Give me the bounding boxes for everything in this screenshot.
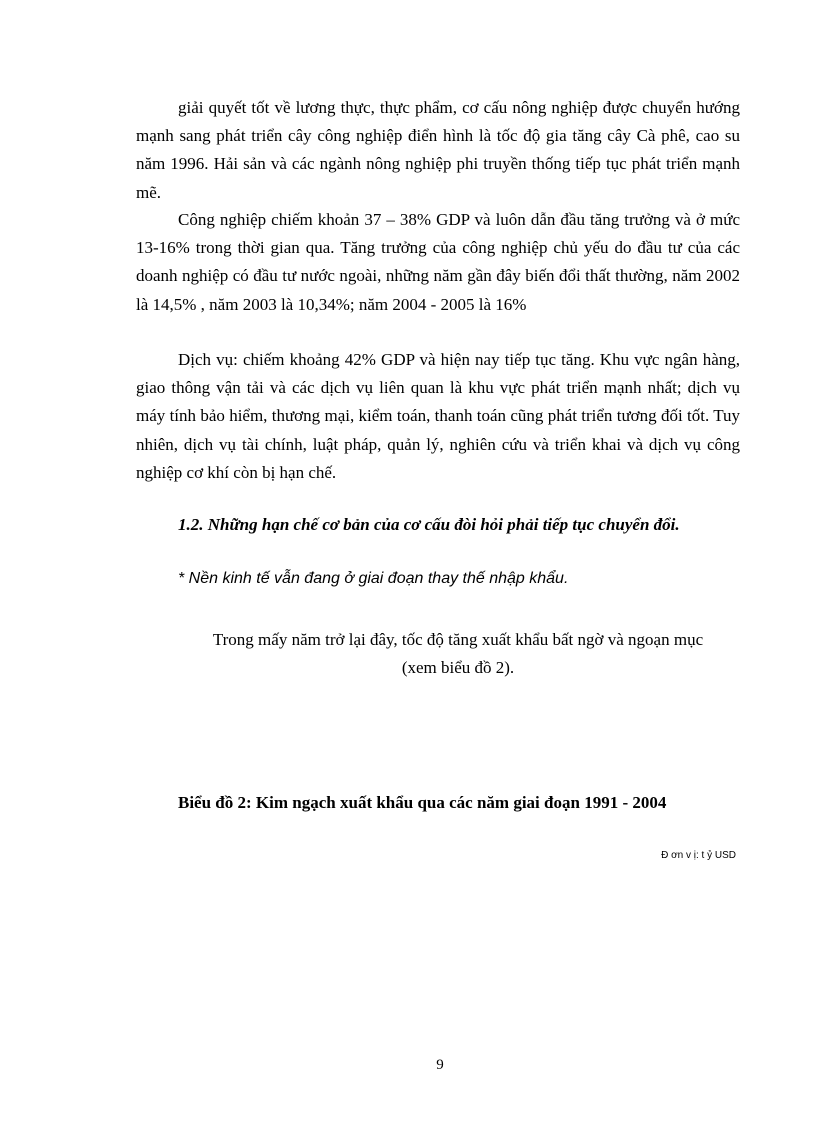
paragraph-agriculture: giải quyết tốt về lương thực, thực phẩm, cơ cấu nông nghiệp được chuyển hướng mạnh sang phát triển cây công nghiệp điển hình là tốc độ gia tăng cây Cà phê, cao su năm 1996. Hải sản và các ngành nông nghiệp phi truyền thống tiếp tục phát triển mạnh mẽ. (136, 98, 740, 202)
unit-label: Đ ơn v ị: t ỷ USD (661, 850, 736, 861)
section-heading: 1.2. Những hạn chế cơ bản của cơ cấu đòi hỏi phải tiếp tục chuyển đổi. (178, 515, 680, 534)
export-growth-note (136, 626, 780, 682)
paragraph-services: Dịch vụ: chiếm khoảng 42% GDP và hiện nay tiếp tục tăng. Khu vực ngân hàng, giao thông vận tải và các dịch vụ liên quan là khu vực phát triển mạnh nhất; dịch vụ máy tính bảo hiểm, thương mại, kiểm toán, thanh toán cũng phát triển tương đối tốt. Tuy nhiên, dịch vụ tài chính, luật pháp, quản lý, nghiên cứu và triển khai và dịch vụ công nghiệp cơ khí còn bị hạn chế. (136, 350, 740, 482)
export-growth-line-2: (xem biểu đồ 2). (401, 658, 515, 677)
export-growth-line-1: Trong mấy năm trở lại đây, tốc độ tăng xuất khẩu bất ngờ và ngoạn mục (212, 630, 704, 649)
subheading-import-substitution: * Nền kinh tế vẫn đang ở giai đoạn thay thế nhập khẩu. (178, 570, 569, 587)
page-number: 9 (436, 1057, 444, 1073)
paragraph-industry: Công nghiệp chiếm khoản 37 – 38% GDP và luôn dẫn đầu tăng trưởng và ở mức 13-16% trong thời gian qua. Tăng trưởng của công nghiệp chủ yếu do đầu tư của các doanh nghiệp có đầu tư nước ngoài, những năm gần đây biến đổi thất thường, năm 2002 là 14,5% , năm 2003 là 10,34%; năm 2004 - 2005 là 16% (136, 210, 740, 314)
chart-title: Biểu đồ 2: Kim ngạch xuất khẩu qua các năm giai đoạn 1991 - 2004 (178, 793, 667, 812)
